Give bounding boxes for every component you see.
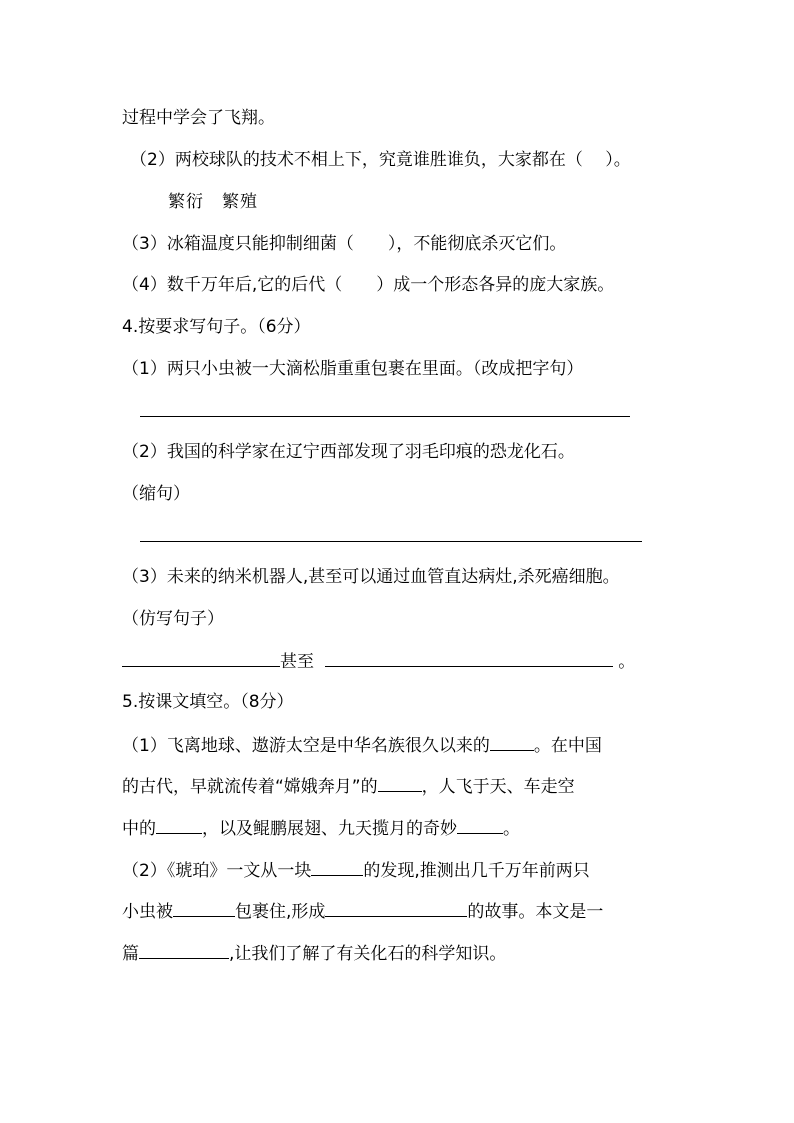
q4-item-1: （1）两只小虫被一大滴松脂重重包裹在里面。（改成把字句） [122,359,584,379]
q5-item-2-text-f: 篇 [122,944,139,964]
q5-item-1-text-f: ，以及鲲鹏展翅、九天揽月的奇妙 [202,819,457,839]
q4-item-3-note: （仿写句子） [122,609,224,629]
q5-item-2-text-c: 小虫被 [122,902,173,922]
q5-item-1-line-1 [122,732,602,758]
q4-item-1-answer-line[interactable] [140,416,630,417]
q5-item-1-text-g: 。 [503,819,520,839]
q5-item-1-blank-1[interactable] [490,732,534,751]
q5-item-2-text-e: 的故事。本文是一 [467,902,604,922]
q4-imitate-line [122,648,635,674]
q5-item-2-blank-1[interactable] [311,857,363,876]
q4-imitate-end: 。 [618,652,636,672]
q3-item-3: （3）冰箱温度只能抑制细菌（ ），不能彻底杀灭它们。 [122,234,567,254]
q5-item-2-line-1 [122,857,590,883]
q5-item-1-blank-4[interactable] [457,815,503,834]
q5-item-2-line-3 [122,940,506,966]
q3-item-4: （4）数千万年后,它的后代（ ）成一个形态各异的庞大家族。 [122,275,615,295]
q3-word-options: 繁衍 繁殖 [168,192,258,212]
q5-item-2-text-g: ,让我们了解了有关化石的科学知识。 [229,944,507,964]
q4-item-2-note: （缩句） [122,484,190,504]
q4-item-3: （3）未来的纳米机器人,甚至可以通过血管直达病灶,杀死癌细胞。 [122,567,620,587]
q3-item-2: （2）两校球队的技术不相上下，究竟谁胜谁负，大家都在（ ）。 [130,150,631,170]
q5-item-2-text-d: 包裹住,形成 [235,902,326,922]
q5-item-2-blank-2[interactable] [173,898,235,917]
q4-item-2-answer-line[interactable] [140,541,642,542]
q5-item-1-text-e: 中的 [122,819,156,839]
q5-heading: 5.按课文填空。（8分） [122,692,294,712]
q5-item-1-text-c: 的古代，早就流传着“嫦娥奔月”的 [122,777,378,797]
q5-item-2-line-2 [122,898,603,924]
q4-heading: 4.按要求写句子。（6分） [122,317,311,337]
q5-item-1-line-3 [122,815,520,841]
q4-imitate-blank-2[interactable] [325,648,613,667]
q3-line-tail: 过程中学会了飞翔。 [122,108,275,128]
q5-item-1-blank-3[interactable] [156,815,202,834]
q5-item-1-text-d: ，人飞于天、车走空 [421,777,575,797]
q5-item-1-line-2 [122,773,575,799]
q5-item-2-blank-3[interactable] [325,898,467,917]
q5-item-1-blank-2[interactable] [378,773,422,792]
q4-item-2: （2）我国的科学家在辽宁西部发现了羽毛印痕的恐龙化石。 [122,442,575,462]
q5-item-2-blank-4[interactable] [139,940,229,959]
q5-item-1-text-a: （1）飞离地球、遨游太空是中华名族很久以来的 [122,736,490,756]
q4-imitate-blank-1[interactable] [122,648,280,667]
q4-imitate-word: 甚至 [280,652,314,672]
q5-item-1-text-b: 。在中国 [533,736,602,756]
q5-item-2-text-b: 的发现,推测出几千万年前两只 [363,861,590,881]
q5-item-2-text-a: （2）《琥珀》一文从一块 [122,861,312,881]
